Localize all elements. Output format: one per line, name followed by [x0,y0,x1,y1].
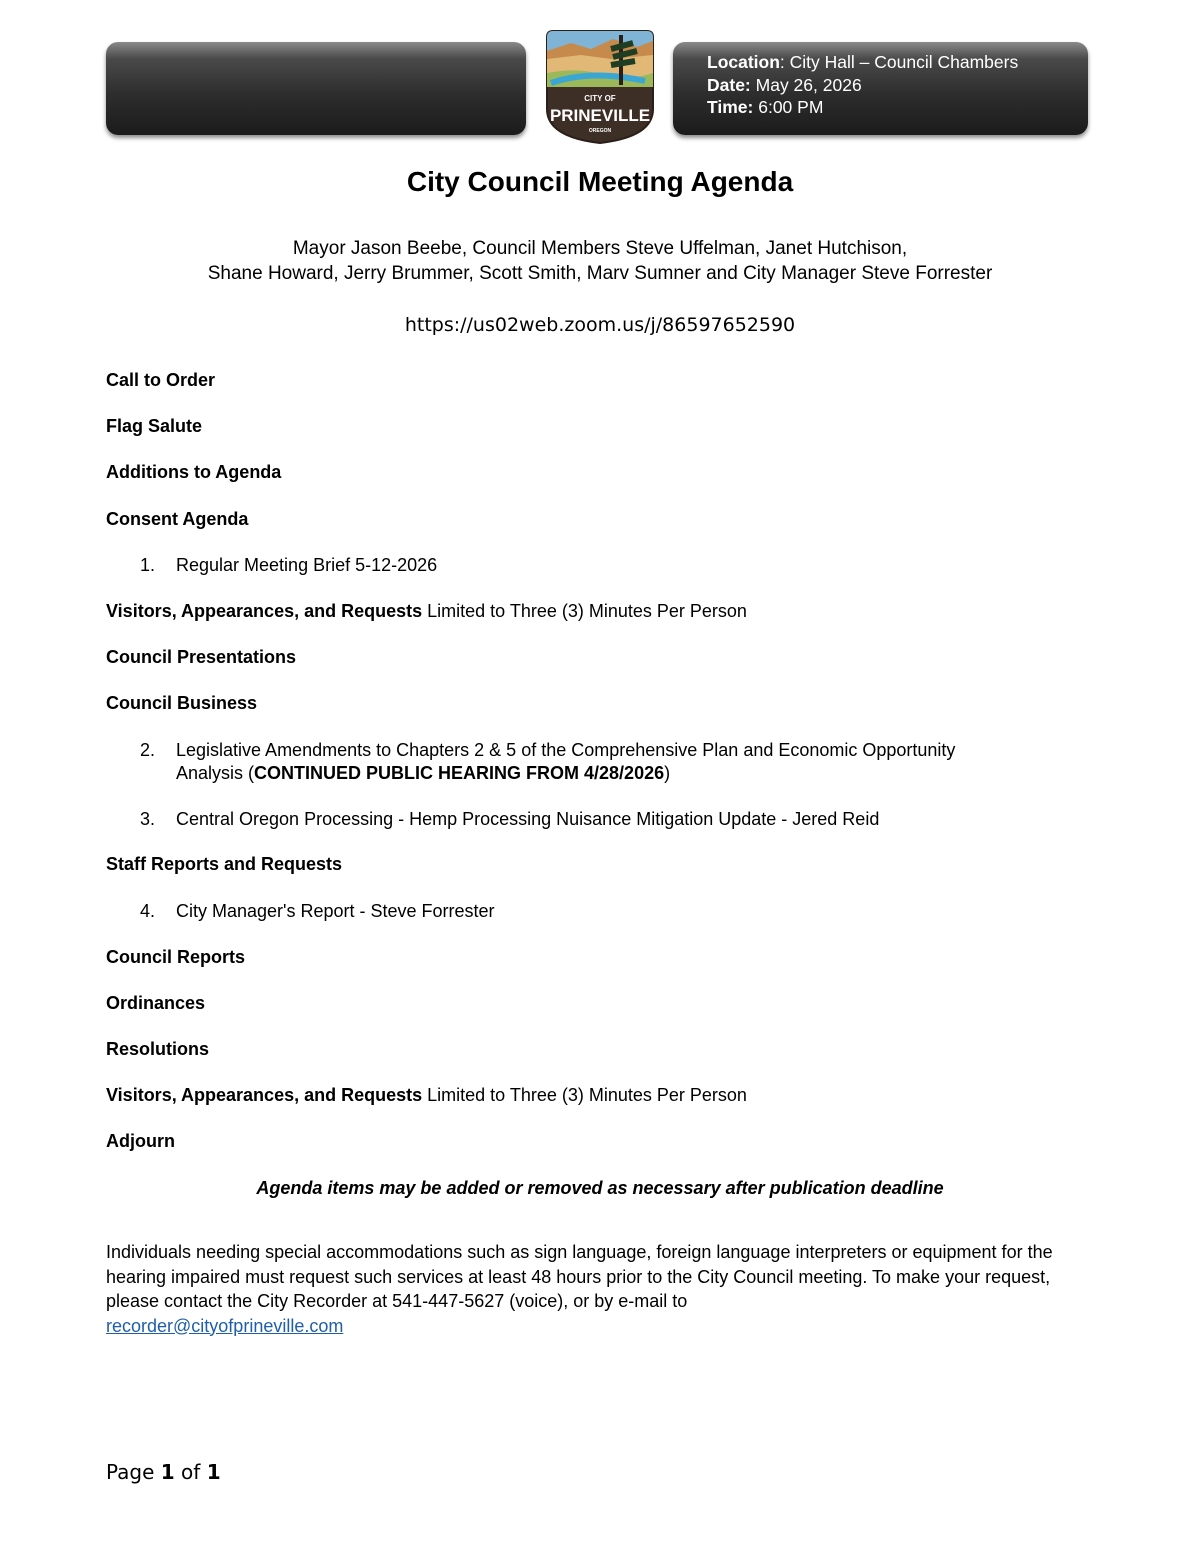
recorder-email-link[interactable]: recorder@cityofprineville.com [106,1315,344,1336]
item-text-line-1: Legislative Amendments to Chapters 2 & 5 of the Comprehensive Plan and Economic Opportunity [176,740,956,760]
time-value: 6:00 PM [753,97,824,117]
agenda-item-2 [140,739,955,785]
page-word: Page [106,1460,161,1484]
section-flag-salute: Flag Salute [106,416,203,436]
item-text-line-2 [176,762,955,785]
item-text [176,739,955,785]
continued-hearing-note: CONTINUED PUBLIC HEARING FROM 4/28/2026 [254,763,665,783]
time-line [707,96,1018,119]
accommodations-paragraph [106,1240,1096,1338]
page-current: 1 [160,1460,175,1484]
date-label: Date: [707,74,751,95]
section-consent-agenda: Consent Agenda [106,509,249,529]
logo-text-oregon: OREGON [588,128,612,134]
section-visitors-2 [106,1085,747,1106]
page-total: 1 [206,1460,221,1484]
location-label: Location [707,52,780,72]
council-members [0,236,1200,286]
members-line-2: Shane Howard, Jerry Brummer, Scott Smith, Marv Sumner and City Manager Steve Forrester [207,263,993,284]
logo-text-prineville: PRINEVILLE [549,106,651,125]
visitors-heading: Visitors, Appearances, and Requests [106,1085,423,1105]
section-additions: Additions to Agenda [106,462,282,482]
of-word: of [174,1460,207,1484]
page-title: City Council Meeting Agenda [406,166,794,197]
location-line [707,51,1018,74]
zoom-link[interactable]: https://us02web.zoom.us/j/86597652590 [404,314,796,336]
section-council-reports: Council Reports [106,947,246,967]
location-value: : City Hall – Council Chambers [779,52,1019,72]
agenda-item-1 [140,554,437,577]
logo-text-city-of: CITY OF [584,94,616,103]
item-number: 1. [140,555,156,575]
item-text-post: ) [664,763,671,783]
accommodations-text: Individuals needing special accommodations such as sign language, foreign language interpreters or equipment for the hearing impaired must request such services at least 48 hours prior to the City Council meeting. To make your request, please contact the City Recorder at 541-447-5627 (voice), or by e-mail to [106,1242,1053,1311]
section-council-presentations: Council Presentations [106,647,297,667]
item-number: 2. [140,740,156,760]
agenda-disclaimer: Agenda items may be added or removed as necessary after publication deadline [256,1178,944,1198]
visitors-note: Limited to Three (3) Minutes Per Person [422,601,747,621]
date-line [707,74,1018,97]
item-text: Central Oregon Processing - Hemp Processing Nuisance Mitigation Update - Jered Reid [176,809,880,829]
page-number [106,1460,221,1484]
time-label: Time: [707,97,754,117]
item-number: 4. [140,901,156,921]
visitors-heading: Visitors, Appearances, and Requests [106,601,423,621]
section-ordinances: Ordinances [106,993,206,1013]
members-line-1: Mayor Jason Beebe, Council Members Steve Uffelman, Janet Hutchison, [292,238,908,259]
item-text-pre: Analysis ( [176,763,255,783]
agenda-item-4 [140,900,495,923]
section-visitors-1 [106,601,747,622]
section-resolutions: Resolutions [106,1039,210,1059]
section-adjourn: Adjourn [106,1131,175,1151]
meeting-info [707,51,1018,119]
item-text: Regular Meeting Brief 5-12-2026 [176,555,438,575]
section-council-business: Council Business [106,693,258,713]
date-value: May 26, 2026 [750,74,862,95]
agenda-item-3 [140,808,879,831]
item-text: City Manager's Report - Steve Forrester [176,901,495,921]
item-number: 3. [140,809,156,829]
visitors-note: Limited to Three (3) Minutes Per Person [422,1085,747,1105]
section-call-to-order: Call to Order [106,370,216,390]
header-bar-left [106,42,526,135]
section-staff-reports: Staff Reports and Requests [106,854,343,874]
city-logo [541,29,659,145]
